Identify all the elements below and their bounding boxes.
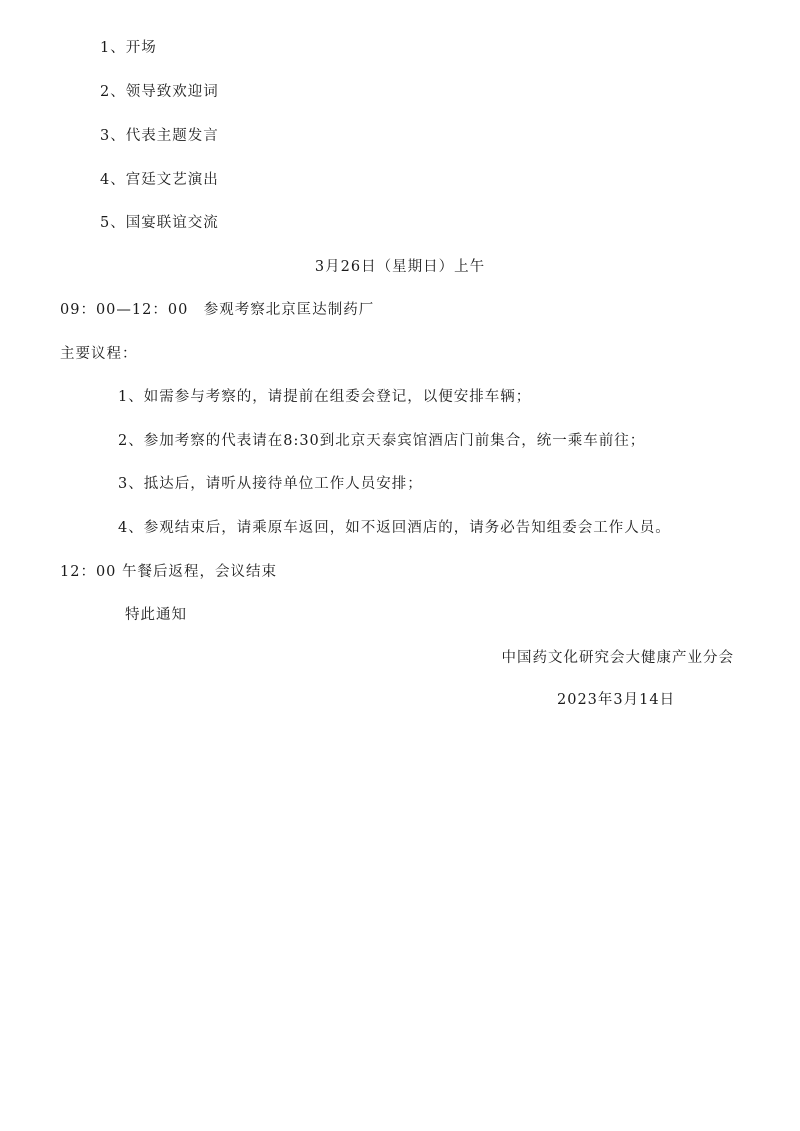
agenda-item-2: 2、参加考察的代表请在8:30到北京天泰宾馆酒店门前集合，统一乘车前往；: [118, 433, 646, 449]
morning-session: 09：00—12：00 参观考察北京匡达制药厂: [60, 302, 375, 318]
program-item-4: 4、宫廷文艺演出: [100, 172, 219, 188]
program-item-1: 1、开场: [100, 40, 157, 56]
program-item-2: 2、领导致欢迎词: [100, 84, 219, 100]
organization-signature: 中国药文化研究会大健康产业分会: [501, 650, 734, 666]
program-item-3: 3、代表主题发言: [100, 128, 219, 144]
day-heading: 3月26日（星期日）上午: [314, 259, 486, 275]
agenda-title: 主要议程：: [60, 346, 138, 362]
closing-line: 12：00 午餐后返程，会议结束: [60, 564, 278, 580]
issue-date: 2023年3月14日: [557, 692, 676, 708]
agenda-item-4: 4、参观结束后，请乘原车返回，如不返回酒店的，请务必告知组委会工作人员。: [118, 520, 671, 536]
notice-text: 特此通知: [125, 607, 187, 623]
agenda-item-3: 3、抵达后，请听从接待单位工作人员安排；: [118, 476, 423, 492]
agenda-item-1: 1、如需参与考察的，请提前在组委会登记，以便安排车辆；: [118, 389, 532, 405]
program-item-5: 5、国宴联谊交流: [100, 215, 219, 231]
